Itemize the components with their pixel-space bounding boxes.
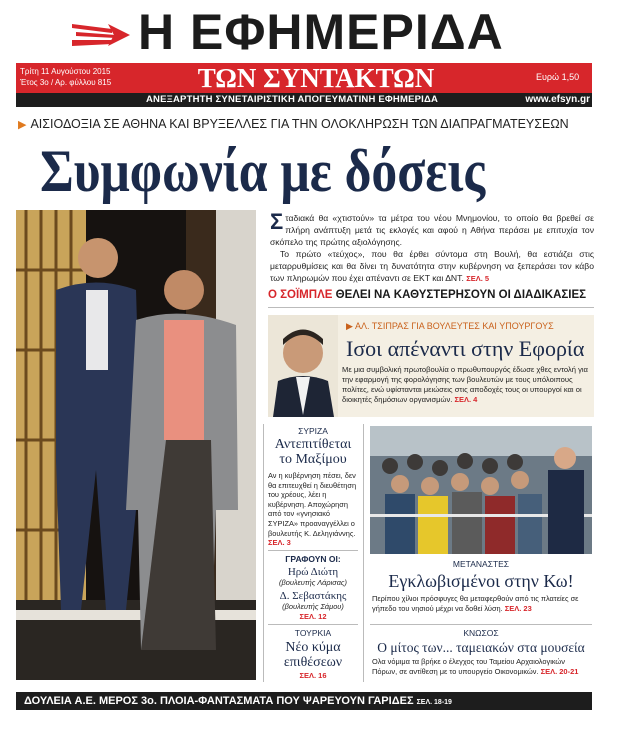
masthead-subtitle: ΤΩΝ ΣΥΝΤΑΚΤΩΝ <box>197 63 435 93</box>
syriza-headline[interactable]: Αντεπιτίθεται το Μαξίμου <box>274 437 352 467</box>
website-link[interactable]: www.efsyn.gr <box>525 94 590 105</box>
subhead-rest: ΘΕΛΕΙ ΝΑ ΚΑΘΥΣΤΕΡΗΣΟΥΝ ΟΙ ΔΙΑΔΙΚΑΣΙΕΣ <box>335 289 587 301</box>
overline-text: ΑΙΣΙΟΔΟΞΙΑ ΣΕ ΑΘΗΝΑ ΚΑΙ ΒΡΥΞΕΛΛΕΣ ΓΙΑ ΤΗΝ ΟΛΟΚΛΗΡΩΣΗ ΤΩΝ ΔΙΑΠΡΑΓΜΑΤΕΥΣΕΩΝ <box>30 117 569 131</box>
page-ref[interactable]: ΣΕΛ. 16 <box>299 671 327 680</box>
author-2[interactable]: Δ. Σεβαστάκης <box>279 590 347 602</box>
subhead-red: Ο ΣΟΪΜΠΛΕ <box>268 289 333 301</box>
lead-paragraph-2: Το πρώτο «τεύχος», που θα έρθει σύντομα στη Βουλή, θα εστιάζει στις μεταρρυθμίσεις και θα δίνει τη δυνατότητα στην κυβέρνηση να ξεπεράσει τον κάβο των πληρωμών που έχει απέναντι σε ΕΚΤ και ΔΝΤ. <box>270 249 594 283</box>
divider <box>370 624 592 625</box>
author-1-role: (βουλευτής Λάρισας) <box>279 578 347 587</box>
author-2-role: (βουλευτής Σάμου) <box>282 602 344 611</box>
page-ref[interactable]: ΣΕΛ. 18-19 <box>416 699 452 706</box>
drop-cap: Σ <box>270 209 284 234</box>
divider <box>268 307 594 308</box>
syriza-body <box>268 471 358 548</box>
date-line: Τρίτη 11 Αυγούστου 2015 <box>20 67 111 76</box>
turkey-headline[interactable]: Νέο κύμα επιθέσεων <box>283 640 343 670</box>
tsipras-overline: ▶ ΑΛ. ΤΣΙΠΡΑΣ ΓΙΑ ΒΟΥΛΕΥΤΕΣ ΚΑΙ ΥΠΟΥΡΓΟΥΣ <box>346 321 554 331</box>
migrants-headline[interactable]: Εγκλωβισμένοι στην Κω! <box>388 571 574 591</box>
page-ref[interactable]: ΣΕΛ. 4 <box>454 395 478 404</box>
turkey-overline: ΤΟΥΡΚΙΑ <box>294 628 332 638</box>
tagline-bar <box>16 93 592 107</box>
tsipras-body <box>342 365 592 405</box>
page-ref[interactable]: ΣΕΛ. 5 <box>466 274 490 283</box>
schaeuble-subhead[interactable] <box>268 289 598 301</box>
divider <box>363 424 364 682</box>
main-headline[interactable]: Συμφωνία με δόσεις <box>40 138 486 204</box>
knossos-overline: ΚΝΩΣΟΣ <box>463 628 499 638</box>
divider <box>268 550 358 551</box>
migrants-overline: ΜΕΤΑΝΑΣΤΕΣ <box>452 559 510 569</box>
syriza-body-text: Αν η κυβέρνηση πέσει, δεν θα επιτευχθεί η διευθέτηση του χρέους, λέει η κυβέρνηση. Αποχώρηση από τον «γνησιακό ΣΥΡΙΖΑ» προαναγγέλλει ο βουλευτής Κ. Δεληγιάννης. <box>268 471 357 538</box>
migrants-photo <box>370 426 592 554</box>
logo-arrows-icon <box>72 20 132 50</box>
bottom-teaser <box>24 694 584 710</box>
divider <box>268 624 358 625</box>
knossos-body-text: Ολα νόμιμα τα βρήκε ο έλεγχος του Ταμείου Αρχαιολογικών Πόρων, σε αντίθεση με το υπουργείο Οικονομικών. <box>372 657 565 676</box>
page-ref[interactable]: ΣΕΛ. 12 <box>299 612 327 621</box>
grafoun-label: ΓΡΑΦΟΥΝ ΟΙ: <box>285 554 341 564</box>
lead-paragraph-2-wrap <box>270 248 594 285</box>
issue-number: Έτος 3ο / Αρ. φύλλου 815 <box>20 78 112 87</box>
masthead-title[interactable]: Η ΕΦΗΜΕΡΙΔΑ <box>138 4 504 60</box>
knossos-body <box>372 657 592 676</box>
migrants-body <box>372 594 592 613</box>
main-overline <box>18 117 598 133</box>
bottom-teaser-text: ΔΟΥΛΕΙΑ Α.Ε. ΜΕΡΟΣ 3ο. ΠΛΟΙΑ-ΦΑΝΤΑΣΜΑΤΑ ΠΟΥ ΨΑΡΕΥΟΥΝ ΓΑΡΙΔΕΣ <box>24 695 414 707</box>
page-ref[interactable]: ΣΕΛ. 20-21 <box>540 666 579 676</box>
masthead-red-bar <box>16 63 592 93</box>
tagline: ΑΝΕΞΑΡΤΗΤΗ ΣΥΝΕΤΑΙΡΙΣΤΙΚΗ ΑΠΟΓΕΥΜΑΤΙΝΗ ΕΦΗΜΕΡΙΔΑ <box>146 94 439 105</box>
issue-date <box>20 66 140 88</box>
lead-paragraph-1: ταδιακά θα «χτιστούν» τα μέτρα του νέου Μνημονίου, το οποίο θα βρεθεί σε πλήρη ανάπτυξη μετά τις εκλογές και αφού η Αθήνα περάσει με επιτυχία τον σκόπελο της πρώτης αξιολόγησης. <box>270 213 594 247</box>
tsipras-headline[interactable]: Ισοι απέναντι στην Εφορία <box>346 336 585 361</box>
syriza-overline: ΣΥΡΙΖΑ <box>298 426 328 436</box>
page-ref[interactable]: ΣΕΛ. 3 <box>268 538 291 548</box>
main-photo <box>16 210 256 680</box>
tsipras-photo <box>268 315 338 417</box>
author-1[interactable]: Ηρώ Διώτη <box>287 566 339 578</box>
lead-article[interactable] <box>270 209 594 285</box>
tsipras-overline-text: ΑΛ. ΤΣΙΠΡΑΣ ΓΙΑ ΒΟΥΛΕΥΤΕΣ ΚΑΙ ΥΠΟΥΡΓΟΥΣ <box>354 321 554 331</box>
knossos-headline[interactable]: Ο μίτος των... ταμειακών στα μουσεία <box>377 640 585 655</box>
tsipras-body-text: Με μια συμβολική πρωτοβουλία ο πρωθυπουργός έδωσε χθες εντολή για την εφαρμογή της φορολόγησης των βουλευτών με τους υπόλοιπους πολίτες, ενώ υφίστανται μειώσεις στις αποδοχές τους οι υπουργοί και οι διοικητές δημόσιων οργανισμών. <box>342 365 588 404</box>
bottom-bar[interactable] <box>16 692 592 710</box>
divider <box>263 424 264 682</box>
price: Ευρώ 1,50 <box>536 72 580 82</box>
page-ref[interactable]: ΣΕΛ. 23 <box>504 603 532 613</box>
triangle-icon: ▶ <box>18 119 27 131</box>
migrants-body-text: Περίπου χίλιοι πρόσφυγες θα μεταφερθούν από τις πλατείες σε γήπεδο του νησιού μέχρι να δοθεί λύση. <box>372 594 579 613</box>
